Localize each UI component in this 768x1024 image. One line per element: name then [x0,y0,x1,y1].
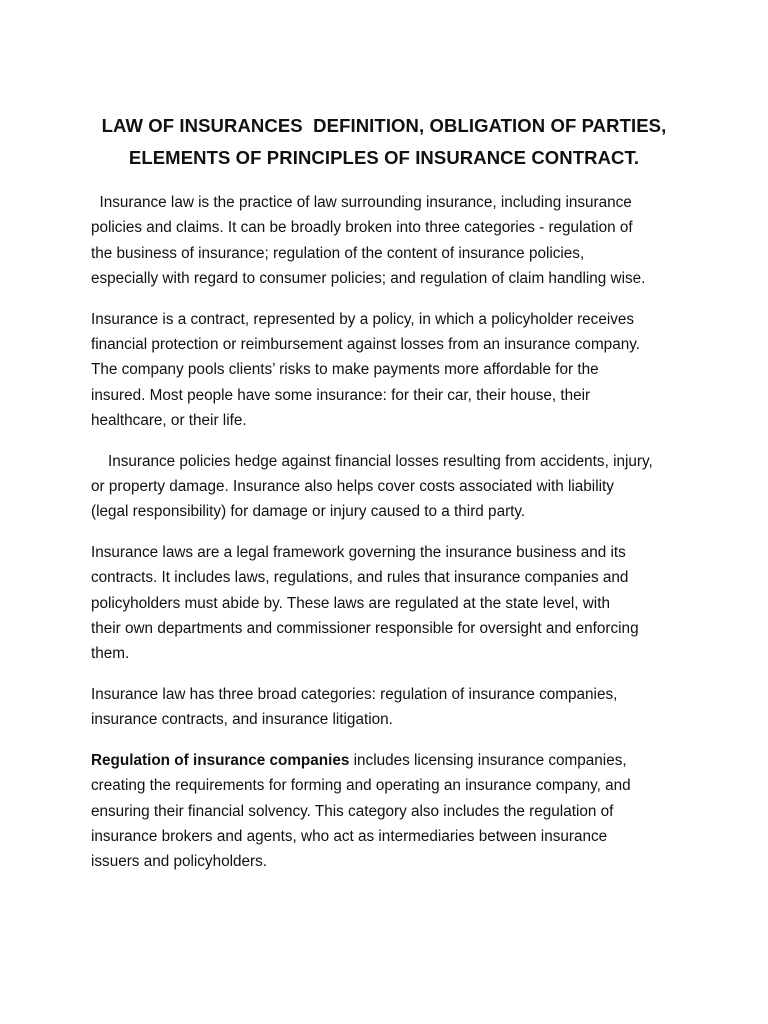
paragraph-line: especially with regard to consumer policies; and regulation of claim handling wise. [91,269,646,287]
title-line-2: ELEMENTS OF PRINCIPLES OF INSURANCE CONTRACT. [128,147,640,168]
paragraph-line: financial protection or reimbursement against losses from an insurance company. [91,335,640,353]
paragraph-laws [91,540,691,666]
paragraph-line: healthcare, or their life. [91,411,247,429]
paragraph-intro [91,190,691,291]
paragraph-line: The company pools clients’ risks to make payments more affordable for the [91,361,599,379]
paragraph-line: or property damage. Insurance also helps cover costs associated with liability [91,477,614,495]
bold-lead-term: Regulation of insurance companies [91,752,350,770]
paragraph-line: creating the requirements for forming and operating an insurance company, and [91,777,631,795]
paragraph-line: insured. Most people have some insurance: for their car, their house, their [91,386,591,404]
paragraph-regulation [91,748,691,874]
paragraph-line: policyholders must abide by. These laws are regulated at the state level, with [91,594,610,612]
document-title [60,110,708,174]
paragraph-line: contracts. It includes laws, regulations, and rules that insurance companies and [91,569,629,587]
document-body [91,190,691,890]
paragraph-line: issuers and policyholders. [91,853,268,871]
title-line-1: LAW OF INSURANCES DEFINITION, OBLIGATION OF PARTIES, [101,115,667,136]
paragraph-line: the business of insurance; regulation of the content of insurance policies, [91,244,585,262]
paragraph-line: their own departments and commissioner responsible for oversight and enforcing [91,619,639,637]
paragraph-line: (legal responsibility) for damage or injury caused to a third party. [91,503,526,521]
paragraph-first-line [91,748,691,773]
paragraph-line: Insurance is a contract, represented by a policy, in which a policyholder receives [91,310,635,328]
paragraph-line: ensuring their financial solvency. This category also includes the regulation of [91,802,614,820]
paragraph-line: Insurance law is the practice of law surrounding insurance, including insurance [91,194,632,211]
paragraph-line: insurance contracts, and insurance litigation. [91,711,393,729]
paragraph-line: policies and claims. It can be broadly broken into three categories - regulation of [91,219,633,237]
paragraph-contract [91,307,691,433]
paragraph-policies [91,449,691,525]
paragraph-line-rest: includes licensing insurance companies, [349,752,627,770]
paragraph-line: Insurance policies hedge against financial losses resulting from accidents, injury, [91,452,653,470]
paragraph-line: Insurance law has three broad categories: regulation of insurance companies, [91,686,618,704]
paragraph-categories [91,682,691,733]
paragraph-line: them. [91,645,130,663]
paragraph-line: Insurance laws are a legal framework governing the insurance business and its [91,544,626,562]
paragraph-line: insurance brokers and agents, who act as intermediaries between insurance [91,828,608,846]
